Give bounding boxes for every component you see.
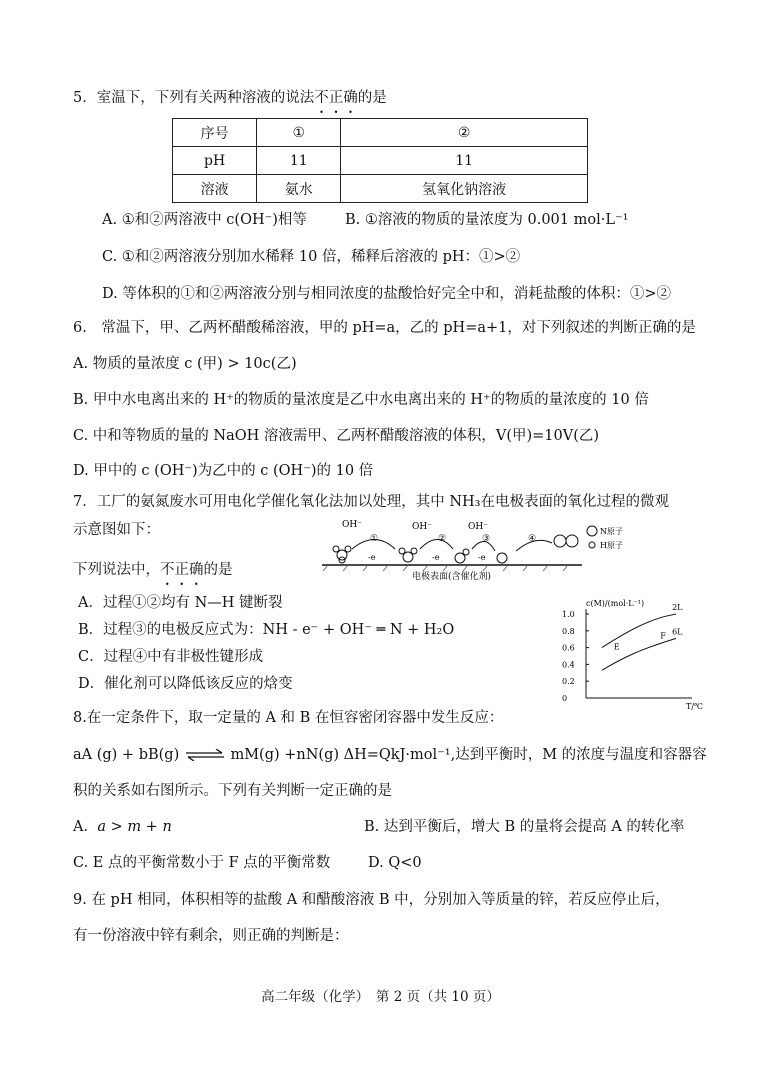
q9-stem-1: 9. 在 pH 相同，体积相等的盐酸 A 和醋酸溶液 B 中，分别加入等质量的锌，若反应停止后， [73,892,670,908]
q8-option-a [73,817,172,837]
q6-option-b: B. 甲中水电离出来的 H⁺的物质的量浓度是乙中水电离出来的 H⁺的物质的量浓度的 10 倍 [73,392,649,408]
q8-equation [73,745,707,765]
table-cell: ① [257,119,341,147]
table-cell: ② [341,119,588,147]
step-label: ② [438,534,447,544]
emphasis-char: 正 [174,562,189,578]
table-cell: pH [173,147,257,175]
q7-stem-3-end: 的是 [203,562,233,578]
y-tick-label: 1.0 [562,610,575,619]
table-cell: 11 [341,147,588,175]
q5-table [172,118,588,203]
option-a-expression: a > m + n [97,819,172,835]
table-cell: 序号 [173,119,257,147]
concentration-chart [550,595,710,713]
q8-stem-1: 8.在一定条件下，取一定量的 A 和 B 在恒容密闭容器中发生反应： [73,710,504,726]
eq-enthalpy: ΔH=QkJ·mol⁻¹,达到平衡时，M 的浓度与温度和容器容 [343,747,707,763]
q5-option-a: A. ①和②两溶液中 c(OH⁻)相等 [102,212,307,228]
electron-label: -e [478,553,486,562]
table-cell: 氨水 [257,175,341,203]
chart-xlabel: T/℃ [686,702,703,711]
electron-label: -e [368,553,376,562]
electron-label: -e [432,553,440,562]
emphasis-char: 不 [314,90,329,106]
option-label: A. [73,819,89,835]
step-label: ④ [528,534,537,544]
legend-h-label: H原子 [600,541,623,550]
emphasis-char: 不 [160,562,175,578]
q7-diagram [320,515,640,583]
q7-stem-2: 示意图如下： [73,522,160,538]
q9-stem-2: 有一份溶液中锌有剩余，则正确的判断是： [73,928,349,944]
table-row [173,175,588,203]
step-label: ① [370,534,379,544]
eq-products: mM(g) +nN(g) [230,747,340,763]
y-tick-label: 0.8 [562,626,575,636]
table-cell: 11 [257,147,341,175]
eq-reactants: aA (g) + bB(g) [73,747,180,763]
series-label-6L: 6L [672,627,683,637]
q5-option-c: C. ①和②两溶液分别加水稀释 10 倍，稀释后溶液的 pH：①>② [102,249,521,265]
q7-option-c: C．过程④中有非极性键形成 [78,649,264,665]
legend-n-label: N原子 [600,527,623,536]
table-row [173,119,588,147]
surface-label: 电极表面(含催化剂) [412,572,492,582]
q7-stem-3-text: 下列说法中， [73,562,160,578]
emphasis-char: 确 [343,90,358,106]
q7-stem-1: 7．工厂的氨氮废水可用电化学催化氧化法加以处理，其中 NH₃在电极表面的氧化过程的微观 [73,494,669,510]
oh-label: OH⁻ [342,520,362,530]
q7-option-d: D．催化剂可以降低该反应的焓变 [78,676,293,692]
q6-option-a: A. 物质的量浓度 c (甲) > 10c(乙) [73,356,297,372]
table-row [173,147,588,175]
q5-stem [73,88,387,108]
series-label-2L: 2L [672,603,683,612]
table-cell: 溶液 [173,175,257,203]
q6-stem: 6. 常温下，甲、乙两杯醋酸稀溶液，甲的 pH=a，乙的 pH=a+1，对下列叙述的判断正确的是 [73,320,696,336]
oh-label: OH⁻ [412,522,432,532]
q5-stem-text: 5．室温下，下列有关两种溶液的说法 [73,90,315,106]
q5-option-b: B. ①溶液的物质的量浓度为 0.001 mol·L⁻¹ [345,212,629,228]
equilibrium-arrow-icon [184,749,226,761]
q8-option-b: B. 达到平衡后，增大 B 的量将会提高 A 的转化率 [364,819,685,835]
n-atom-legend-icon [587,526,597,536]
q8-stem-2: 积的关系如右图所示。下列有关判断一定正确的是 [73,783,392,799]
step-label: ③ [482,534,491,544]
q5-stem-end: 的是 [357,90,387,106]
q6-option-c: C. 中和等物质的量的 NaOH 溶液需甲、乙两杯醋酸溶液的体积，V(甲)=10V(乙) [73,428,600,444]
page-footer: 高二年级（化学） 第 2 页（共 10 页） [261,989,500,1005]
oh-label: OH⁻ [468,522,488,532]
point-label-E: E [613,642,620,652]
y-tick-label: 0.4 [562,660,575,670]
q5-option-d: D. 等体积的①和②两溶液分别与相同浓度的盐酸恰好完全中和，消耗盐酸的体积：①>② [102,286,671,302]
q8-option-c: C. E 点的平衡常数小于 F 点的平衡常数 [73,855,331,871]
chart-ylabel: c(M)/(mol·L⁻¹) [586,599,645,608]
point-label-F: F [660,631,666,641]
q8-option-d: D. Q<0 [368,855,422,871]
table-cell: 氢氧化钠溶液 [341,175,588,203]
q7-option-a: A．过程①②均有 N—H 键断裂 [78,595,283,611]
emphasis-char: 正 [328,90,344,106]
h-atom-legend-icon [589,542,595,548]
y-tick-label: 0.2 [562,677,575,687]
q6-option-d: D. 甲中的 c (OH⁻)为乙中的 c (OH⁻)的 10 倍 [73,463,374,479]
y-tick-label: 0 [562,694,568,703]
y-tick-label: 0.6 [562,643,575,653]
q7-stem-3 [73,560,233,580]
emphasis-char: 确 [189,562,204,578]
q7-option-b: B．过程③的电极反应式为：NH - e⁻ + OH⁻ ═ N + H₂O [78,622,455,638]
